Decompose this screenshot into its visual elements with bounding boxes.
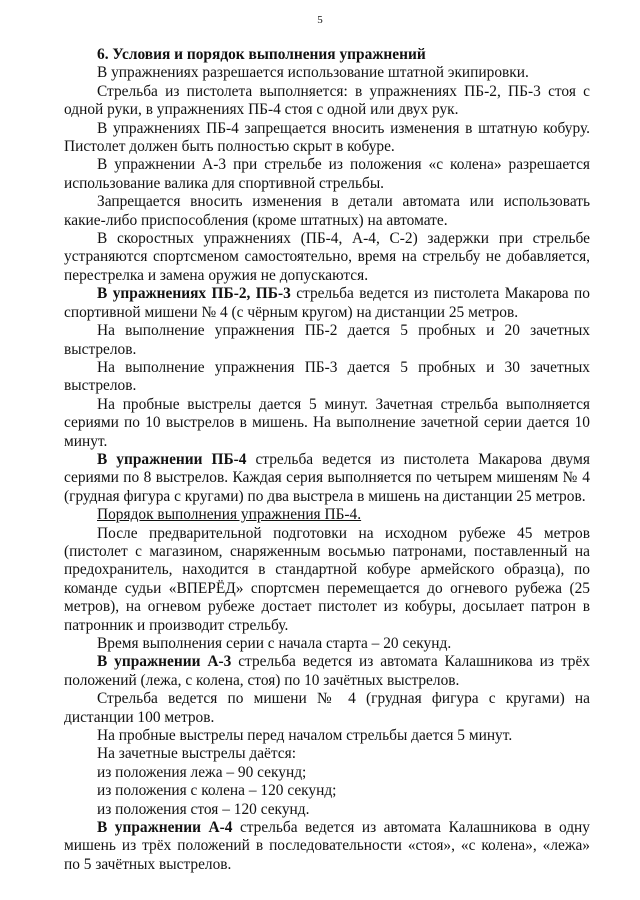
paragraph: В упражнениях ПБ-4 запрещается вносить изменения в штатную кобуру. Пистолет должен быть полностью скрыт в кобуре. [64, 119, 590, 156]
underlined-subheading: Порядок выполнения упражнения ПБ-4. [97, 506, 362, 524]
subheading [64, 506, 590, 524]
paragraph: Стрельба ведется по мишени № 4 (грудная фигура с кругами) на дистанции 100 метров. [64, 690, 590, 726]
paragraph: На зачетные выстрелы даётся: [97, 745, 296, 763]
paragraph: Стрельба из пистолета выполняется: в упражнениях ПБ-2, ПБ-3 стоя с одной руки, в упражнениях ПБ-4 стоя с одной или двух рук. [64, 82, 590, 119]
list-item: из положения стоя – 120 секунд. [97, 800, 310, 818]
paragraph-bold-lead: В упражнении ПБ-4 [97, 450, 247, 468]
paragraph [64, 819, 590, 874]
paragraph-text: стрельба ведется из пистолета Макарова двумя сериями по 8 выстрелов. Каждая серия выполняется по четырем мишеням № 4 (грудная фигура с кругами) по два выстрела в мишень на дистанции 25 метров. [64, 450, 590, 505]
paragraph: В упражнениях разрешается использование штатной экипировки. [97, 64, 529, 82]
paragraph-text: стрельба ведется из пистолета Макарова по спортивной мишени № 4 (с чёрным кругом) на дистанции 25 метров. [64, 285, 590, 321]
paragraph-bold-lead: В упражнении А-4 [97, 819, 233, 837]
paragraph: После предварительной подготовки на исходном рубеже 45 метров (пистолет с магазином, снаряженным восьмью патронами, поставленный на предохранитель, находится в стандартной кобуре армейского образца), по команде судьи «ВПЕРЁД» спортсмен перемещается до огневого рубежа (25 метров), на огневом рубеже достает пистолет из кобуры, досылает патрон в патронник и производит стрельбу. [64, 524, 590, 634]
paragraph: В скоростных упражнениях (ПБ-4, А-4, С-2) задержки при стрельбе устраняются спортсменом самостоятельно, время на стрельбу не добавляется, перестрелка и замена оружия не допускаются. [64, 230, 590, 284]
paragraph: На пробные выстрелы перед началом стрельбы дается 5 минут. [97, 727, 513, 745]
list-item: из положения с колена – 120 секунд; [97, 782, 337, 800]
paragraph [64, 451, 590, 506]
paragraph: В упражнении А-3 при стрельбе из положения «с колена» разрешается использование валика для спортивной стрельбы. [64, 156, 590, 192]
paragraph: Запрещается вносить изменения в детали автомата или использовать какие-либо приспособления (кроме штатных) на автомате. [64, 193, 590, 229]
paragraph [64, 653, 590, 690]
paragraph: На выполнение упражнения ПБ-3 дается 5 пробных и 30 зачетных выстрелов. [64, 358, 590, 395]
paragraph-bold-lead: В упражнении А-3 [97, 653, 232, 671]
paragraph: На выполнение упражнения ПБ-2 дается 5 пробных и 20 зачетных выстрелов. [64, 322, 590, 358]
document-body [64, 46, 590, 874]
paragraph-text: стрельба ведется из автомата Калашникова в одну мишень из трёх положений в последовательности «стоя», «с колена», «лежа» по 5 зачётных выстрелов. [64, 819, 590, 873]
paragraph: Время выполнения серии с начала старта – 20 секунд. [97, 635, 452, 652]
paragraph: На пробные выстрелы дается 5 минут. Зачетная стрельба выполняется сериями по 10 выстрелов в мишень. На выполнение зачетной серии дается 10 минут. [64, 395, 590, 450]
paragraph [64, 285, 590, 322]
section-heading: 6. Условия и порядок выполнения упражнений [97, 46, 426, 63]
list-item: из положения лежа – 90 секунд; [97, 763, 307, 781]
paragraph-text: стрельба ведется из автомата Калашникова из трёх положений (лежа, с колена, стоя) по 10 зачётных выстрелов. [64, 653, 590, 689]
paragraph-bold-lead: В упражнениях ПБ-2, ПБ-3 [97, 285, 291, 303]
page-number: 5 [317, 14, 323, 26]
